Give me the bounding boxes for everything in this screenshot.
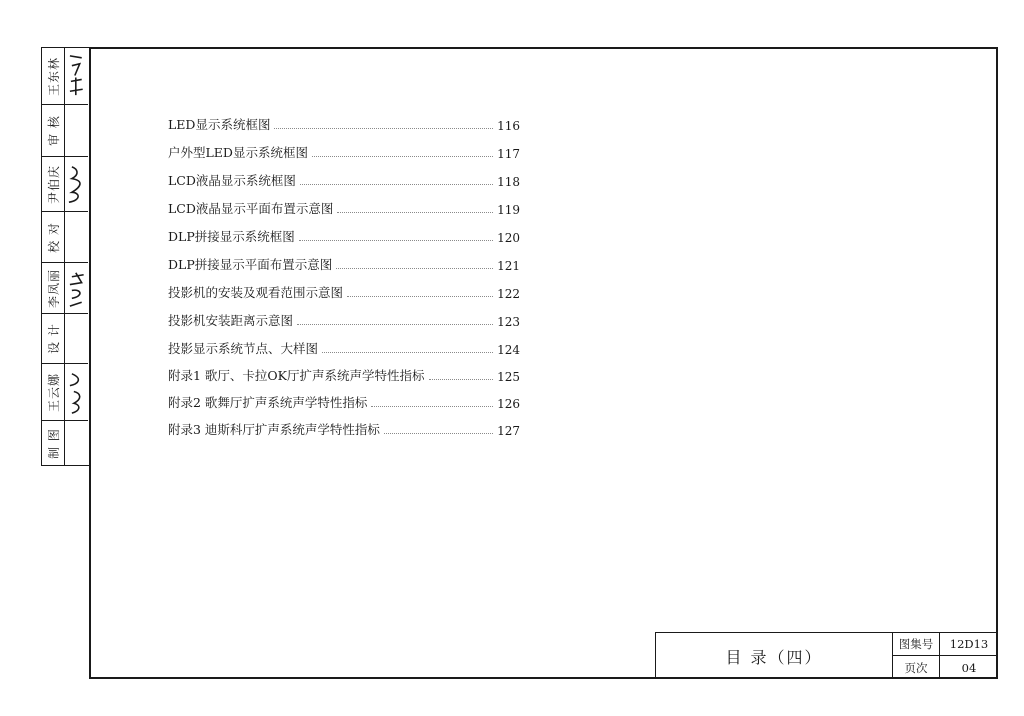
signature-cell [42,105,88,157]
dot-leader [347,295,493,297]
toc-entry-page: 122 [497,287,520,301]
toc-entry [168,197,520,217]
toc-entry-title: 投影机安装距离示意图 [168,313,294,328]
toc-entry [168,418,520,438]
signature-cell [42,263,88,314]
dot-leader [312,155,493,157]
atlas-number-value: 12D13 [940,633,998,656]
signature-cell [42,421,88,465]
signer-name: 王东林 [46,56,61,96]
toc-entry-page: 126 [497,397,520,411]
role-label: 制 图 [46,427,61,459]
toc-entry [168,253,520,273]
dot-leader [384,432,493,434]
toc-entry [168,337,520,357]
page-number-value: 04 [961,660,977,675]
dot-leader [336,267,493,269]
toc-entry-page: 118 [497,175,520,189]
toc-entry-page: 119 [497,203,520,217]
toc-entry-title: 附录2 歌舞厅扩声系统声学特性指标 [168,395,368,410]
title-block [655,632,998,679]
signature-cell [42,157,88,212]
dot-leader [371,405,493,407]
toc-entry-title: 户外型LED显示系统框图 [168,145,308,160]
role-label: 设 计 [46,323,61,354]
toc-entry [168,364,520,384]
signature-cell [42,48,88,105]
toc-entry-page: 127 [497,424,520,438]
signer-name: 李凤丽 [46,268,61,308]
toc-entry [168,141,520,161]
signature-cell [42,364,88,421]
dot-leader [300,183,493,185]
signer-name: 王云娜 [46,372,61,412]
dot-leader [322,351,493,353]
dot-leader [337,211,493,213]
toc-entry-page: 116 [497,119,520,133]
toc-entry-page: 120 [497,231,520,245]
toc-entry-page: 121 [497,259,520,273]
toc-entry-title: 附录3 迪斯科厅扩声系统声学特性指标 [168,422,380,437]
signature-strip [41,47,89,466]
signature-cell [42,314,88,364]
toc-entry-title: LCD液晶显示系统框图 [168,173,296,188]
toc-entry [168,309,520,329]
toc-entry [168,281,520,301]
drawing-title: 目 录（四） [725,647,823,667]
toc-entry [168,391,520,411]
handwritten-signature-mark [42,364,88,420]
toc-entry [168,169,520,189]
toc-entry-title: 投影显示系统节点、大样图 [168,341,319,356]
page-number-label: 页次 [893,656,940,679]
handwritten-signature-mark [42,157,88,211]
toc-entry-title: LED显示系统框图 [168,117,271,132]
dot-leader [297,323,493,325]
toc-entry-title: DLP拼接显示平面布置示意图 [168,257,333,272]
dot-leader [299,239,493,241]
role-label: 审 核 [46,115,61,146]
toc-entry-title: DLP拼接显示系统框图 [168,229,295,244]
toc-entry-title: 投影机的安装及观看范围示意图 [168,285,344,300]
toc-entry-title: LCD液晶显示平面布置示意图 [168,201,334,216]
role-label: 校 对 [46,221,61,253]
handwritten-signature-mark [42,48,88,104]
signer-name: 尹伯庆 [46,164,61,204]
atlas-number-label: 图集号 [893,633,940,656]
toc-entry-page: 125 [497,370,520,384]
toc-entry [168,113,520,133]
handwritten-signature-mark [42,263,88,313]
title-block-grid [892,633,998,679]
signature-cell [42,212,88,263]
toc-entry [168,225,520,245]
dot-leader [429,378,494,380]
toc-entry-page: 124 [497,343,520,357]
dot-leader [274,127,493,129]
toc-entry-page: 117 [497,147,520,161]
toc-entry-page: 123 [497,315,520,329]
toc-entry-title: 附录1 歌厅、卡拉OK厅扩声系统声学特性指标 [168,368,425,383]
